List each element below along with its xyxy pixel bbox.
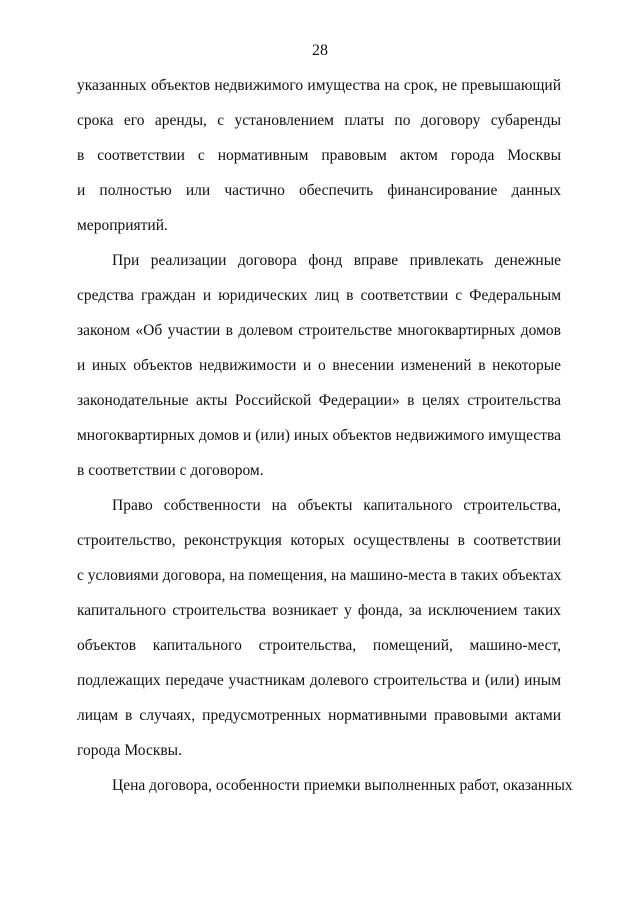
text-line: города Москвы. [77, 742, 182, 759]
text-line: мероприятий. [77, 217, 168, 234]
text-line: законодательные акты Российской Федерации» в целях строительства [77, 392, 561, 409]
text-line: с условиями договора, на помещения, на машино-места в таких объектах [77, 567, 562, 584]
text-line: законом «Об участии в долевом строительстве многоквартирных домов [77, 322, 561, 339]
text-line: в соответствии с нормативным правовым актом города Москвы [77, 147, 561, 164]
text-line: Цена договора, особенности приемки выполненных работ, оказанных [112, 777, 573, 794]
text-line: подлежащих передаче участникам долевого строительства и (или) иным [77, 672, 561, 689]
text-line: срока его аренды, с установлением платы по договору субаренды [77, 112, 561, 129]
text-line: многоквартирных домов и (или) иных объектов недвижимого имущества [77, 427, 561, 444]
text-line: капитального строительства возникает у фонда, за исключением таких [77, 602, 561, 619]
text-line: лицам в случаях, предусмотренных нормативными правовыми актами [77, 707, 561, 724]
text-line: Право собственности на объекты капитального строительства, [112, 497, 561, 514]
text-line: средства граждан и юридических лиц в соответствии с Федеральным [77, 287, 561, 304]
text-line: строительство, реконструкция которых осуществлены в соответствии [77, 532, 561, 549]
page-number: 28 [312, 42, 328, 59]
text-line: и иных объектов недвижимости и о внесении изменений в некоторые [77, 357, 561, 374]
text-line: При реализации договора фонд вправе привлекать денежные [112, 252, 561, 269]
text-line: указанных объектов недвижимого имущества на срок, не превышающий [77, 77, 561, 94]
text-line: и полностью или частично обеспечить финансирование данных [77, 182, 561, 199]
text-line: в соответствии с договором. [77, 462, 264, 479]
text-line: объектов капитального строительства, помещений, машино-мест, [77, 637, 561, 654]
